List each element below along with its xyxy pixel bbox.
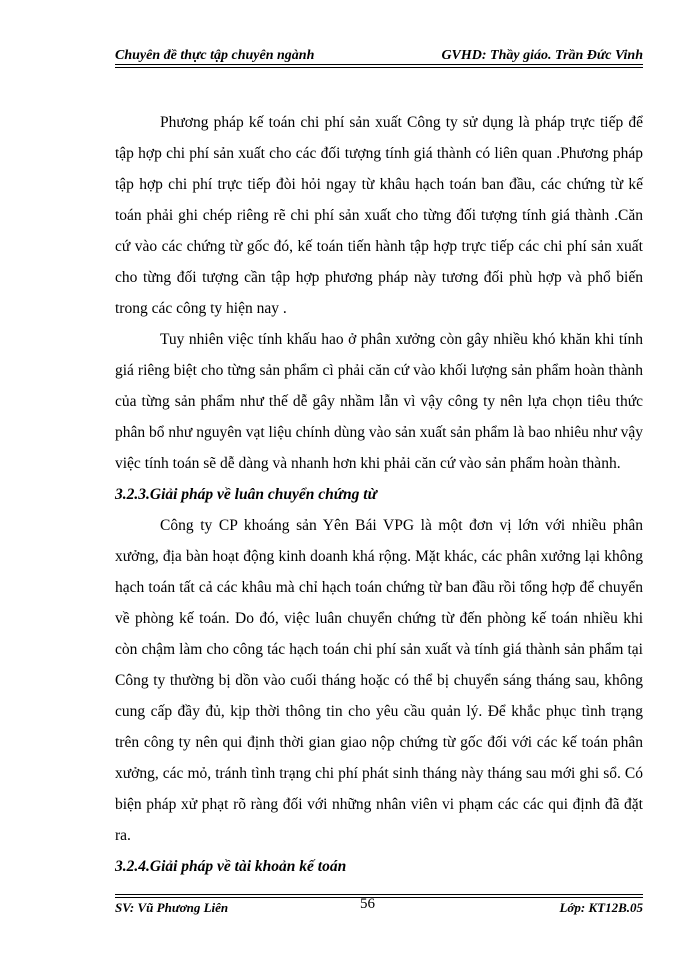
page-content bbox=[115, 107, 643, 882]
page-number: 56 bbox=[360, 896, 375, 912]
page-header bbox=[115, 34, 643, 64]
paragraph-3: Công ty CP khoáng sản Yên Bái VPG là một đơn vị lớn với nhiều phân xưởng, địa bàn hoạt động kinh doanh khá rộng. Mặt khác, các phân xưởng lại không hạch toán tất cả các khâu mà chỉ hạch toán chứng từ ban đầu rồi tổng hợp để chuyển về phòng kế toán. Do đó, việc luân chuyển chứng từ đến phòng kế toán nhiều khi còn chậm làm cho công tác hạch toán chi phí sản xuất và tính giá thành sản phẩm tại Công ty thường bị dồn vào cuối tháng hoặc có thể bị chuyển sáng tháng sau, không cung cấp đầy đủ, kịp thời thông tin cho yêu cầu quản lý. Để khắc phục tình trạng trên công ty nên qui định thời gian giao nộp chứng từ gốc đối với các kế toán phân xưởng, các mỏ, tránh tình trạng chi phí phát sinh tháng này tháng sau mới ghi sổ. Có biện pháp xử phạt rõ ràng đối với những nhân viên vi phạm các các qui định đã đặt ra. bbox=[115, 517, 643, 844]
header-right-text: GVHD: Thầy giáo. Trần Đức Vinh bbox=[441, 48, 643, 63]
paragraph-1: Phương pháp kế toán chi phí sản xuất Công ty sử dụng là pháp trực tiếp để tập hợp chi phí sản xuất cho các đối tượng tính giá thành có liên quan .Phương pháp tập hợp chi phí trực tiếp đòi hỏi ngay từ khâu hạch toán ban đầu, các chứng từ kế toán phải ghi chép riêng rẽ chi phí sản xuất cho từng đối tượng tính giá thành .Căn cứ vào các chứng từ gốc đó, kế toán tiến hành tập hợp trực tiếp các chi phí sản xuất cho từng đối tượng cần tập hợp phương pháp này tương đối phù hợp và phổ biến trong các công ty hiện nay . bbox=[115, 114, 643, 317]
header-rule bbox=[115, 64, 643, 68]
section-heading-3-2-3: 3.2.3.Giải pháp về luân chuyển chứng từ bbox=[115, 486, 377, 503]
footer-student-name: SV: Vũ Phương Liên bbox=[115, 900, 229, 915]
footer-class: Lớp: KT12B.05 bbox=[559, 900, 643, 915]
page-footer bbox=[115, 898, 643, 918]
paragraph-2: Tuy nhiên việc tính khấu hao ở phân xưởng còn gây nhiều khó khăn khi tính giá riêng biệt cho từng sản phẩm cì phải căn cứ vào khối lượng sản phẩm hoàn thành của từng sản phẩm như thế dễ gây nhầm lẫn vì vậy công ty nên lựa chọn tiêu thức phân bổ như nguyên vạt liệu chính dùng vào sản xuất sản phẩm là bao nhiêu như vậy việc tính toán sẽ dễ dàng và nhanh hơn khi phải căn cứ vào sản phẩm hoàn thành. bbox=[115, 331, 643, 472]
section-heading-3-2-4: 3.2.4.Giải pháp về tài khoản kế toán bbox=[115, 858, 347, 875]
header-left-text: Chuyên đề thực tập chuyên ngành bbox=[115, 48, 315, 63]
